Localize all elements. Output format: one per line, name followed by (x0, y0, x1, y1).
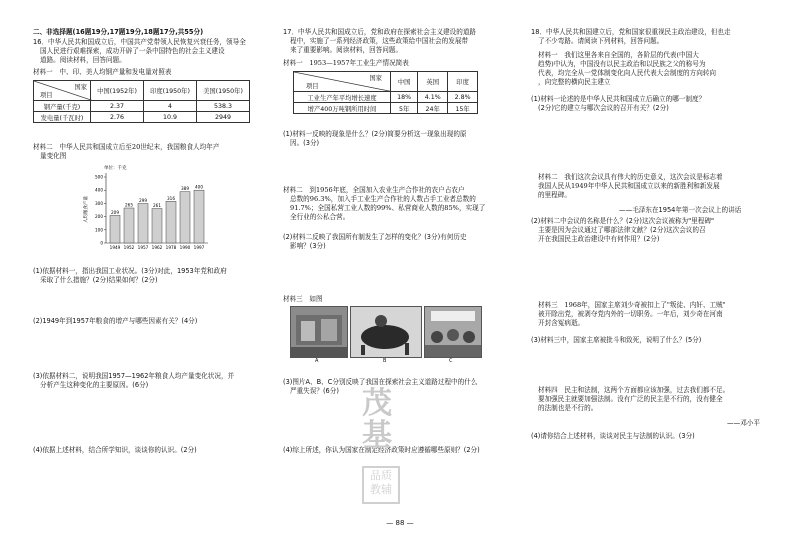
y-tick-label: 200 (95, 214, 103, 220)
material-4-source: ——邓小平 (727, 419, 760, 427)
y-tick-label: 300 (95, 200, 103, 206)
watermark-char-mid: 基 (362, 418, 392, 453)
bar (124, 208, 134, 243)
table-row-label: 发电量(千瓦时) (34, 112, 91, 123)
q4-text: (4)请你结合上述材料，谈谈对民主与法制的认识。(3分) (531, 432, 695, 440)
x-tick-label: 1962 (151, 245, 163, 250)
bar-value-label: 389 (181, 186, 189, 192)
bar-value-label: 261 (153, 203, 161, 209)
photo-a (290, 306, 348, 358)
material-2-line-2: 我国人民从1949年中华人民共和国成立以来的新胜利和新发展 (538, 182, 720, 190)
industry-table (293, 71, 478, 114)
q2-line-3: 开在我国民主政治建设中有何作用？(2分) (538, 235, 660, 243)
material-2-line-4: 全行业的公私合营。 (290, 213, 350, 221)
material-1-title: 材料一 1953—1957年工业生产情况简表 (283, 59, 409, 67)
table-cell: 4 (144, 101, 197, 112)
table-cell: 5年 (391, 103, 418, 114)
table-cell: 2.8% (448, 92, 478, 103)
material-2-line-2: 总数的96.3%，加入手工业生产合作社的人数占手工业者总数的 (290, 195, 476, 203)
grain-per-capita-chart (80, 163, 215, 258)
q3-line-1: (3)依据材料二，说明我国1957—1962年粮食人均产量变化状况，并 (33, 372, 235, 380)
y-axis-caption: 人均粮食产量 (84, 196, 89, 223)
material-4-line-2: 要加强民主就要加强法制。没有广泛的民主是不行的，没有健全 (538, 395, 723, 403)
material-1-line-4: ，向完整的横向民主建立 (538, 78, 611, 86)
x-tick-label: 1990 (179, 245, 191, 250)
q3-line-1: (3)图片A、B、C分别反映了我国在探索社会主义道路过程中的什么 (283, 378, 478, 386)
table-row-label: 钢产量(千克) (34, 101, 91, 112)
material-4-line-1: 材料四 民主和法制，这两个方面都应该加强，过去我们都不足。 (538, 386, 730, 394)
steel-electricity-table (33, 80, 250, 123)
photo-label-c: C (449, 358, 453, 364)
q2-text: (2)1949年到1957年粮食的增产与哪些因素有关？(4分) (33, 317, 198, 325)
table-corner-cell: 国家 项目 (34, 81, 91, 101)
material-2-line-2: 量变化图 (40, 152, 67, 160)
table-row-label: 工业生产年平均增长速度 (294, 92, 391, 103)
q1-line-2: 因。(3分) (290, 139, 320, 147)
table-col-header: 美国(1950年) (197, 81, 250, 101)
q3-text: (3)材料三中，国家主席被批斗和致死，说明了什么？(5分) (531, 336, 702, 344)
y-tick-label: 100 (95, 227, 103, 233)
q18-line-1: 18．中华人民共和国建立后，党和国家很重视民主政治建设，但也走 (531, 28, 731, 36)
table-cell: 10.9 (144, 112, 197, 123)
photo-c (424, 306, 482, 358)
table-cell: 4.1% (418, 92, 448, 103)
table-cell: 24年 (418, 103, 448, 114)
y-tick-label: 500 (95, 174, 103, 180)
photo-b (350, 306, 422, 358)
q3-line-2: 分析产生这种变化的主要原因。(6分) (40, 381, 149, 389)
photo-label-b: B (383, 358, 387, 364)
bar (138, 204, 148, 243)
bar (194, 190, 204, 243)
material-1-line-1: 材料一 我们这里各来自全国的，各阶层的代表(中国大 (538, 51, 699, 59)
x-tick-label: 1978 (165, 245, 177, 250)
q4-text: (4)依据上述材料，结合所学知识，谈谈你的认识。(2分) (33, 446, 197, 454)
material-3-line-2: 被开除出党，被剥夺党内外的一切职务。一年后，刘少奇在河南 (538, 310, 723, 318)
y-tick-label: 400 (95, 187, 103, 193)
x-tick-label: 1997 (193, 245, 205, 250)
table-col-header: 中国 (391, 72, 418, 92)
table-cell: 2.76 (91, 112, 144, 123)
q4-text: (4)综上所述，你认为国家在制定经济政策时应遵循哪些原则？(2分) (283, 446, 480, 454)
table-cell: 538.3 (197, 101, 250, 112)
table-row-label: 增产400万吨钢所用时间 (294, 103, 391, 114)
x-tick-label: 1957 (137, 245, 149, 250)
bar-value-label: 316 (167, 195, 175, 201)
material-2-source: ——毛泽东在1954年第一次会议上的讲话 (619, 206, 742, 214)
table-cell: 2949 (197, 112, 250, 123)
material-3-line-1: 材料三 1968年，国家主席刘少奇被扣上了"叛徒、内奸、工贼" (538, 301, 726, 309)
table-cell: 15年 (448, 103, 478, 114)
material-2-line-3: 的里程碑。 (538, 191, 571, 199)
watermark-char-top: 茂 (362, 386, 392, 421)
page-number-value: 88 (395, 519, 405, 527)
bar-value-label: 209 (111, 209, 119, 215)
q1-line-1: (1)材料一论述的是中华人民共和国成立后确立的哪一制度？ (531, 95, 706, 103)
bar (110, 215, 120, 243)
q16-line-2: 国人民进行艰难探索，成功开辟了一条中国特色的社会主义建设 (40, 47, 225, 55)
x-tick-label: 1949 (109, 245, 121, 250)
bar (152, 209, 162, 243)
material-2-line-1: 材料二 我们这次会议具有伟大的历史意义，这次会议是标志着 (538, 173, 723, 181)
bar-value-label: 400 (195, 184, 203, 190)
material-1-line-2: 趋势)中认为，中国没有以民主政治和以民族之父的称号为 (538, 60, 706, 68)
table-corner-cell: 国家 项目 (294, 72, 391, 92)
q1-line-2: (2分)它的建立与哪次会议的召开有关？(2分) (538, 104, 669, 112)
y-tick-label: 0 (100, 240, 103, 246)
material-4-line-3: 的法制也是不行的。 (538, 404, 598, 412)
bar-value-label: 265 (125, 202, 133, 208)
y-unit-label: 单位：千克 (104, 166, 127, 171)
table-cell: 18% (391, 92, 418, 103)
material-1-title: 材料一 中、印、美人均钢产量和发电量对照表 (33, 68, 172, 76)
q2-line-1: (2)材料二反映了我国所有制发生了怎样的变化？(3分)有何历史 (283, 233, 467, 241)
material-2-line-1: 材料二 中华人民共和国成立后至20世纪末，我国粮食人均年产 (33, 143, 220, 151)
material-1-line-3: 代表，均完全从一党体制变化向人民代表大会制度的方向转向 (538, 69, 717, 77)
material-3-title: 材料三 如图 (283, 295, 323, 303)
q17-line-1: 17．中华人民共和国成立后，党和政府在探索社会主义建设的道路 (283, 28, 477, 36)
watermark-seal: 品质教辅 (362, 466, 400, 504)
table-col-header: 中国(1952年) (91, 81, 144, 101)
bar (180, 192, 190, 243)
q2-line-2: 影响？(3分) (290, 242, 326, 250)
q16-line-3: 道路。阅读材料，回答问题。 (40, 56, 126, 64)
table-col-header: 英国 (418, 72, 448, 92)
table-col-header: 印度 (448, 72, 478, 92)
q1-line-1: (1)依据材料一，指出我国工业状况。(3分)对此，1953年党和政府 (33, 267, 227, 275)
material-2-line-3: 91.7%；全国私营工业人数的99%、私营商业人数的85%，实现了 (290, 204, 486, 212)
material-2-line-1: 材料二 到1956年底，全国加入农业生产合作社的农户占农户 (283, 186, 465, 194)
q2-line-2: 主要是因为会议通过了哪部法律文献？(2分)这次会议的召 (538, 226, 706, 234)
q1-line-1: (1)材料一反映的现象是什么？(2分)简要分析这一现象出现的原 (283, 130, 467, 138)
photo-label-a: A (315, 358, 319, 364)
q2-line-1: (2)材料二中会议的名称是什么？(2分)这次会议被称为"里程碑" (531, 217, 714, 225)
q1-line-2: 采取了什么措施？(2分)结果如何？(2分) (40, 276, 158, 284)
table-cell: 2.37 (91, 101, 144, 112)
q17-line-3: 来了重要影响。阅读材料，回答问题。 (290, 46, 403, 54)
section-title: 二、非选择题(16题19分,17题19分,18题17分,共55分) (33, 28, 204, 36)
bar (166, 201, 176, 243)
bar-value-label: 299 (139, 198, 147, 204)
x-tick-label: 1952 (123, 245, 135, 250)
q3-line-2: 严重失误？(6分) (290, 387, 339, 395)
material-3-line-3: 开封含冤病逝。 (538, 319, 585, 327)
q18-line-2: 了不少弯路。请阅读下列材料，回答问题。 (538, 37, 664, 45)
q16-line-1: 16．中华人民共和国成立后，中国共产党带领人民恢复兴衰任务，领导全 (33, 38, 246, 46)
q17-line-2: 程中，实施了一系列经济政策，这些政策给中国社会的发展带 (290, 37, 469, 45)
table-col-header: 印度(1950年) (144, 81, 197, 101)
page-number: — 88 — (386, 519, 414, 527)
